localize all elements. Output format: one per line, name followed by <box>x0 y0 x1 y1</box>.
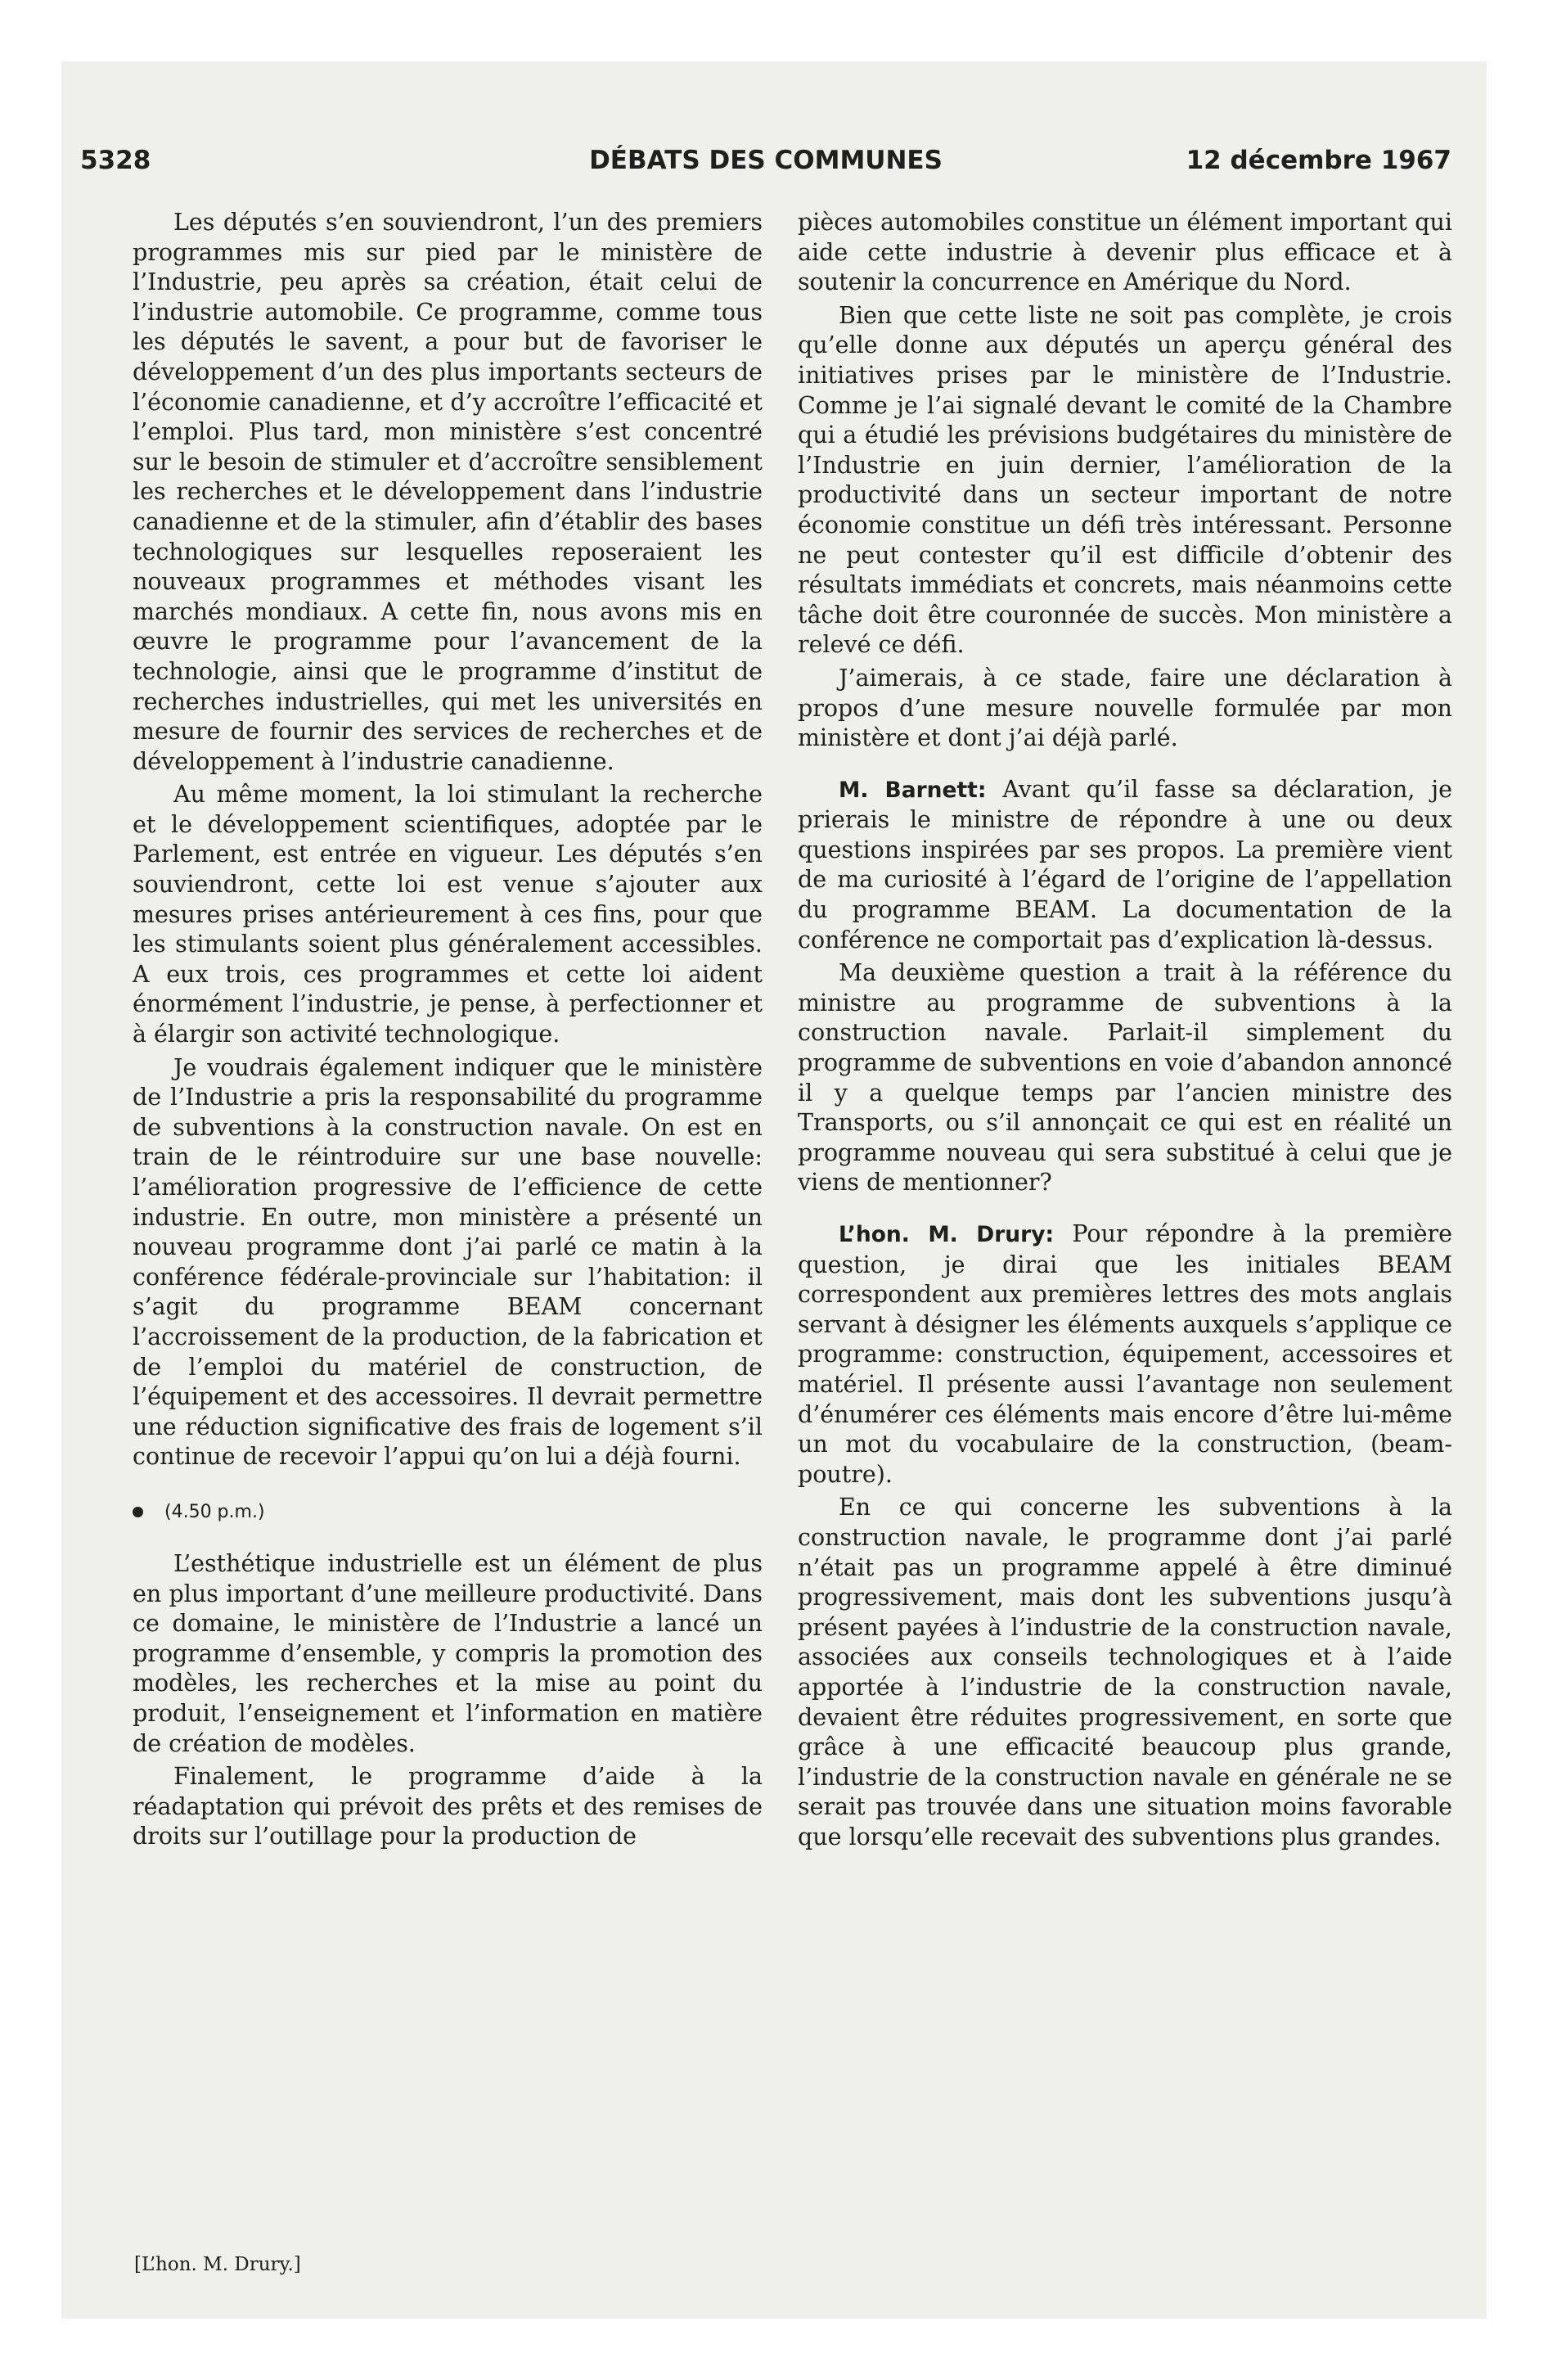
publication-title: DÉBATS DES COMMUNES <box>589 146 943 175</box>
paragraph: pièces automobiles constitue un élément important qui aide cette industrie à devenir plus efficace et à soutenir la concurrence en Amérique du Nord. <box>798 209 1452 296</box>
paragraph: Finalement, le programme d’aide à la réadaptation qui prévoit des prêts et des remises de droits sur l’outillage pour la production de <box>133 1763 763 1850</box>
paragraph: Ma deuxième question a trait à la référence du ministre au programme de subventions à la construction navale. Parlait-il simplement du programme de subventions en voie d’abandon annoncé il y a quelque temps par l’ancien ministre des Transports, ou s’il annonçait ce qui est en réalité un programme nouveau qui sera substitué à celui que je viens de mentionner? <box>798 959 1452 1197</box>
page-number: 5328 <box>80 146 151 175</box>
paragraph: Bien que cette liste ne soit pas complète, je crois qu’elle donne aux députés un aperçu général des initiatives prises par le ministère de l’Industrie. Comme je l’ai signalé devant le comité de la Chambre qui a étudié les prévisions budgétaires du ministère de l’Industrie en juin dernier, l’amélioration de la productivité dans un secteur important de notre économie constitue un défi très intéressant. Personne ne peut contester qu’il est difficile d’obtenir des résultats immédiats et concrets, mais néanmoins cette tâche doit être couronnée de succès. Mon ministère a relevé ce défi. <box>798 301 1452 659</box>
speech-text: Avant qu’il fasse sa déclaration, je prierais le ministre de répondre à une ou deux questions inspirées par ses propos. La première vient de ma curiosité à l’égard de l’origine de l’appellation du programme BEAM. La documentation de la conférence ne comportait pas d’explication là-dessus. <box>798 775 1452 953</box>
left-column <box>133 208 763 1855</box>
page-header <box>80 146 1451 178</box>
speaker-reference: [L’hon. M. Drury.] <box>134 2254 301 2275</box>
session-date: 12 décembre 1967 <box>1186 146 1451 175</box>
paragraph: Les députés s’en souviendront, l’un des premiers programmes mis sur pied par le ministère de l’Industrie, peu après sa création, était celui de l’industrie automobile. Ce programme, comme tous les députés le savent, a pour but de favoriser le développement d’un des plus importants secteurs de l’économie canadienne, et d’y accroître l’efficacité et l’emploi. Plus tard, mon ministère s’est concentré sur le besoin de stimuler et d’accroître sensiblement les recherches et le développement dans l’industrie canadienne et de la stimuler, afin d’établir des bases technologiques sur lesquelles reposeraient les nouveaux programmes et méthodes visant les marchés mondiaux. A cette fin, nous avons mis en œuvre le programme pour l’avancement de la technologie, ainsi que le programme d’institut de recherches industrielles, qui met les universités en mesure de fournir des services de recherches et de développement à l’industrie canadienne. <box>133 209 763 775</box>
time-stamp <box>133 1500 763 1525</box>
bullet-icon <box>133 1507 143 1517</box>
paragraph: J’aimerais, à ce stade, faire une déclaration à propos d’une mesure nouvelle formulée par mon ministère et dont j’ai déjà parlé. <box>798 664 1452 752</box>
speech-text: Pour répondre à la première question, je dirai que les initiales BEAM correspondent aux premières lettres des mots anglais servant à désigner les éléments auxquels s’applique ce programme: construction, équipement, accessoires et matériel. Il présente aussi l’avantage non seulement d’énumérer ces éléments mais encore d’être lui-même un mot du vocabulaire de la construction, (beam-poutre). <box>798 1220 1453 1488</box>
speaker-name: L’hon. M. Drury: <box>839 1222 1055 1247</box>
right-column <box>798 208 1452 1855</box>
speech-drury <box>798 1219 1452 1490</box>
speaker-name: M. Barnett: <box>839 777 987 803</box>
time-stamp-text: (4.50 p.m.) <box>164 1501 265 1522</box>
speech-barnett <box>798 775 1452 956</box>
paragraph: Je voudrais également indiquer que le ministère de l’Industrie a pris la responsabilité du programme de subventions à la construction navale. On est en train de le réintroduire sur une base nouvelle: l’amélioration progressive de l’efficience de cette industrie. En outre, mon ministère a présenté un nouveau programme dont j’ai parlé ce matin à la conférence fédérale-provinciale sur l’habitation: il s’agit du programme BEAM concernant l’accroissement de la production, de la fabrication et de l’emploi du matériel de construction, de l’équipement et des accessoires. Il devrait permettre une réduction significative des frais de logement s’il continue de recevoir l’appui qu’on lui a déjà fourni. <box>133 1053 763 1471</box>
paragraph: En ce qui concerne les subventions à la construction navale, le programme dont j’ai parlé n’était pas un programme appelé à être diminué progressivement, mais dont les subventions jusqu’à présent payées à l’industrie de la construction navale, associées aux conseils technologiques et à l’aide apportée à l’industrie de la construction navale, devaient être réduites progressivement, en sorte que grâce à une efficacité beaucoup plus grande, l’industrie de la construction navale en générale ne se serait pas trouvée dans une situation moins favorable que lorsqu’elle recevait des subventions plus grandes. <box>798 1494 1452 1850</box>
paragraph: L’esthétique industrielle est un élément de plus en plus important d’une meilleure productivité. Dans ce domaine, le ministère de l’Industrie a lancé un programme d’ensemble, y compris la promotion des modèles, les recherches et la mise au point du produit, l’enseignement et l’information en matière de création de modèles. <box>133 1549 763 1757</box>
paragraph: Au même moment, la loi stimulant la recherche et le développement scientifiques, adoptée par le Parlement, est entrée en vigueur. Les députés s’en souviendront, cette loi est venue s’ajouter aux mesures prises antérieurement à ces fins, pour que les stimulants soient plus généralement accessibles. A eux trois, ces programmes et cette loi aident énormément l’industrie, je pense, à perfectionner et à élargir son activité technologique. <box>133 781 763 1048</box>
